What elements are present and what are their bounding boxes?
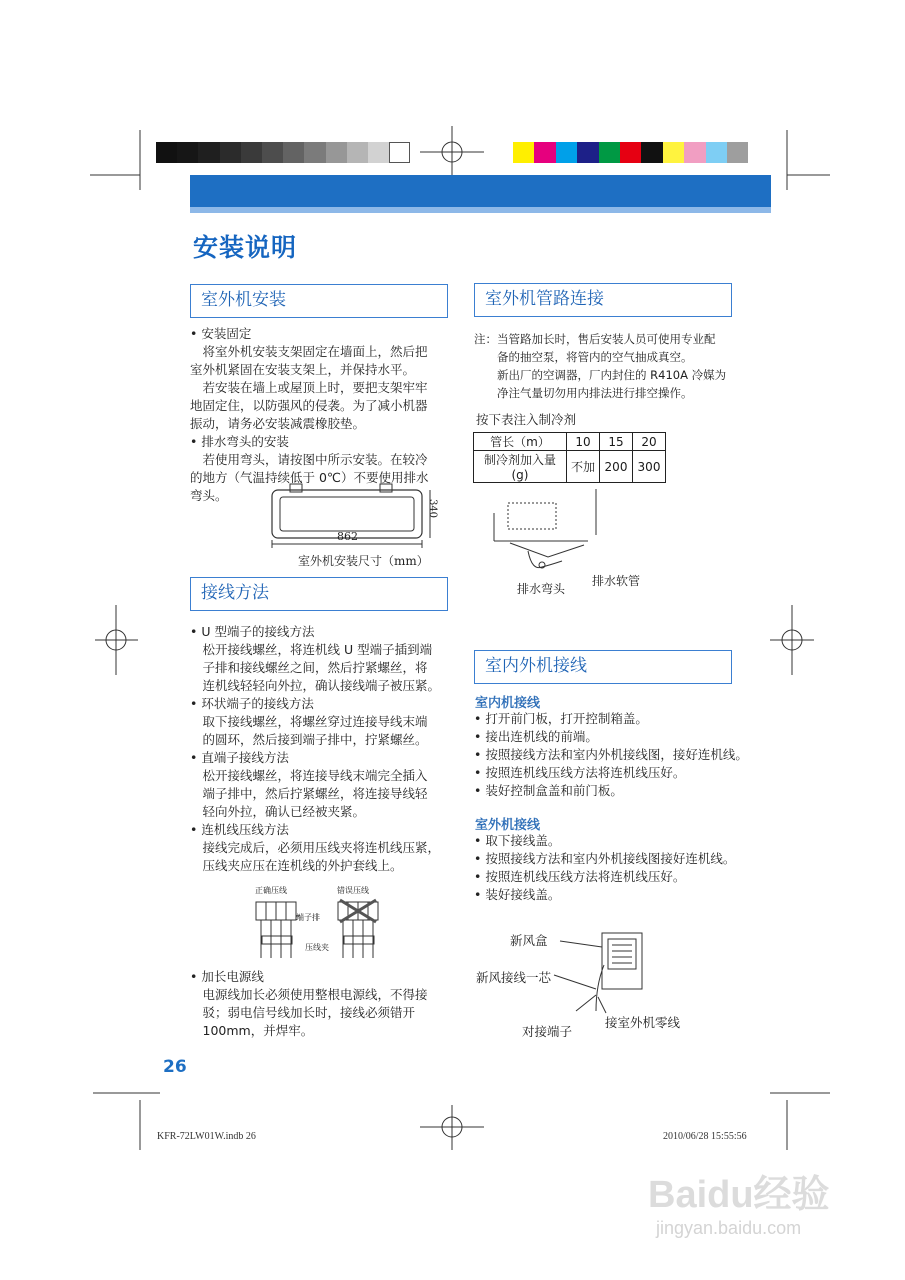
table-row — [474, 433, 666, 451]
color-swatch — [304, 142, 325, 163]
label-fresh-air-box: 新风盒 — [510, 933, 548, 948]
footer-file: KFR-72LW01W.indb 26 — [157, 1131, 256, 1142]
label-wrong-crimp: 错误压线 — [337, 886, 369, 895]
color-swatch — [368, 142, 389, 163]
color-swatch — [663, 142, 684, 163]
text-line: 子排和接线螺丝之间，然后拧紧螺丝，将 — [190, 660, 428, 675]
text-line: • 装好控制盒盖和前门板。 — [474, 783, 623, 798]
color-swatch — [534, 142, 555, 163]
label-correct-crimp: 正确压线 — [255, 886, 287, 895]
text-line: 若使用弯头，请按图中所示安装。在较冷 — [190, 452, 428, 467]
table-cell: 15 — [600, 433, 633, 451]
mount-diagram-caption: 室外机安装尺寸（mm） — [298, 554, 429, 568]
text-line: • 按照接线方法和室内外机接线图，接好连机线。 — [474, 747, 748, 762]
page-number: 26 — [163, 1057, 187, 1077]
color-swatch — [220, 142, 241, 163]
text-line: • 按照连机线压线方法将连机线压好。 — [474, 869, 686, 884]
text-line: • 打开前门板，打开控制箱盖。 — [474, 711, 648, 726]
wiring-text — [190, 623, 460, 875]
label-outdoor-neutral: 接室外机零线 — [605, 1015, 681, 1030]
text-line: 的地方（气温持续低于 0℃）不要使用排水 — [190, 470, 429, 485]
color-swatch — [262, 142, 283, 163]
text-line: 驳；弱电信号线加长时，接线必须错开 — [190, 1005, 416, 1020]
text-line: 的圆环，然后接到端子排中，拧紧螺丝。 — [190, 732, 428, 747]
text-line: 连机线轻轻向外拉，确认接线端子被压紧。 — [190, 678, 441, 693]
text-line: 室外机紧固在安装支架上，并保持水平。 — [190, 362, 416, 377]
color-swatch — [513, 142, 534, 163]
text-line: 端子排中，然后拧紧螺丝，将连接导线轻 — [190, 786, 428, 801]
table-cell: 300 — [633, 451, 666, 483]
color-swatch — [326, 142, 347, 163]
table-cell: 制冷剂加入量 (g) — [474, 451, 567, 483]
outdoor-wiring-title: 室外机接线 — [475, 818, 541, 833]
color-swatch — [599, 142, 620, 163]
text-line: • 直端子接线方法 — [190, 750, 289, 765]
text-line: • 按照连机线压线方法将连机线压好。 — [474, 765, 686, 780]
table-cell: 10 — [567, 433, 600, 451]
color-swatch — [389, 142, 410, 163]
refrigerant-table — [473, 432, 666, 483]
label-fresh-air-core: 新风接线一芯 — [476, 970, 552, 985]
pipe-note — [474, 330, 744, 402]
text-line: 轻向外拉，确认已经被夹紧。 — [190, 804, 366, 819]
footer-timestamp: 2010/06/28 15:55:56 — [663, 1131, 747, 1142]
table-row — [474, 451, 666, 483]
color-swatch — [641, 142, 662, 163]
text-line: • 环状端子的接线方法 — [190, 696, 314, 711]
color-swatch — [706, 142, 727, 163]
text-line: 取下接线螺丝，将螺丝穿过连接导线末端 — [190, 714, 428, 729]
text-line: 注：当管路加长时，售后安装人员可使用专业配 — [474, 332, 716, 346]
text-line: 松开接线螺丝，将连机线 U 型端子插到端 — [190, 642, 433, 657]
text-line: 将室外机安装支架固定在墙面上，然后把 — [190, 344, 428, 359]
label-wire-clamp: 压线夹 — [305, 943, 329, 952]
label-butt-terminal: 对接端子 — [522, 1024, 573, 1039]
outdoor-wiring-steps — [474, 832, 774, 904]
mount-height-label: 340 — [427, 498, 439, 519]
baidu-watermark-logo: Baidu经验 — [648, 1174, 830, 1216]
color-swatch — [177, 142, 198, 163]
color-swatch — [577, 142, 598, 163]
text-line: 新出厂的空调器，厂内封住的 R410A 冷媒为 — [474, 368, 727, 382]
text-line: • U 型端子的接线方法 — [190, 624, 315, 639]
fresh-air-box-diagram — [540, 925, 650, 1015]
text-line: • 安装固定 — [190, 326, 252, 341]
text-line: 地固定住，以防强风的侵袭。为了减小机器 — [190, 398, 428, 413]
text-line: • 排水弯头的安装 — [190, 434, 289, 449]
extension-text — [190, 968, 460, 1040]
indoor-wiring-title: 室内机接线 — [475, 696, 541, 711]
baidu-watermark-url: jingyan.baidu.com — [656, 1218, 802, 1238]
label-drain-hose: 排水软管 — [592, 574, 641, 588]
header-band — [190, 175, 771, 207]
outdoor-install-text — [190, 325, 452, 505]
color-swatch — [727, 142, 748, 163]
color-swatch — [241, 142, 262, 163]
section-heading-wiring: 接线方法 — [190, 577, 448, 611]
text-line: • 装好接线盖。 — [474, 887, 561, 902]
table-cell: 管长（m） — [474, 433, 567, 451]
drain-elbow-diagram — [488, 485, 608, 575]
color-swatch — [347, 142, 368, 163]
header-band-underline — [190, 207, 771, 213]
color-swatch — [556, 142, 577, 163]
text-line: • 接出连机线的前端。 — [474, 729, 598, 744]
text-line: 100mm，并焊牢。 — [190, 1023, 314, 1038]
section-heading-unit-wiring: 室内外机接线 — [474, 650, 732, 684]
text-line: 压线夹应压在连机线的外护套线上。 — [190, 858, 403, 873]
text-line: • 取下接线盖。 — [474, 833, 561, 848]
color-swatch — [198, 142, 219, 163]
label-terminal-block: 端子排 — [296, 913, 320, 922]
text-line: • 按照接线方法和室内外机接线图接好连机线。 — [474, 851, 736, 866]
page-title: 安装说明 — [193, 233, 298, 262]
color-swatch — [283, 142, 304, 163]
mount-width-label: 862 — [337, 530, 358, 543]
text-line: 电源线加长必须使用整根电源线，不得接 — [190, 987, 428, 1002]
crimp-diagram — [248, 898, 388, 964]
color-swatch — [684, 142, 705, 163]
color-swatch — [620, 142, 641, 163]
text-line: 松开接线螺丝，将连接导线末端完全插入 — [190, 768, 428, 783]
text-line: 振动，请务必安装减震橡胶垫。 — [190, 416, 366, 431]
table-cell: 20 — [633, 433, 666, 451]
color-swatch — [156, 142, 177, 163]
label-drain-elbow: 排水弯头 — [517, 582, 566, 596]
refrigerant-table-caption: 按下表注入制冷剂 — [476, 412, 577, 427]
text-line: 弯头。 — [190, 488, 228, 503]
text-line: 若安装在墙上或屋顶上时，要把支架牢牢 — [190, 380, 428, 395]
text-line: • 连机线压线方法 — [190, 822, 289, 837]
table-cell: 不加 — [567, 451, 600, 483]
indoor-wiring-steps — [474, 710, 774, 800]
section-heading-outdoor-install: 室外机安装 — [190, 284, 448, 318]
table-cell: 200 — [600, 451, 633, 483]
text-line: • 加长电源线 — [190, 969, 264, 984]
text-line: 接线完成后，必须用压线夹将连机线压紧， — [190, 840, 441, 855]
section-heading-pipe: 室外机管路连接 — [474, 283, 732, 317]
text-line: 净注气量切勿用内排法进行排空操作。 — [474, 386, 693, 400]
text-line: 备的抽空泵，将管内的空气抽成真空。 — [474, 350, 693, 364]
